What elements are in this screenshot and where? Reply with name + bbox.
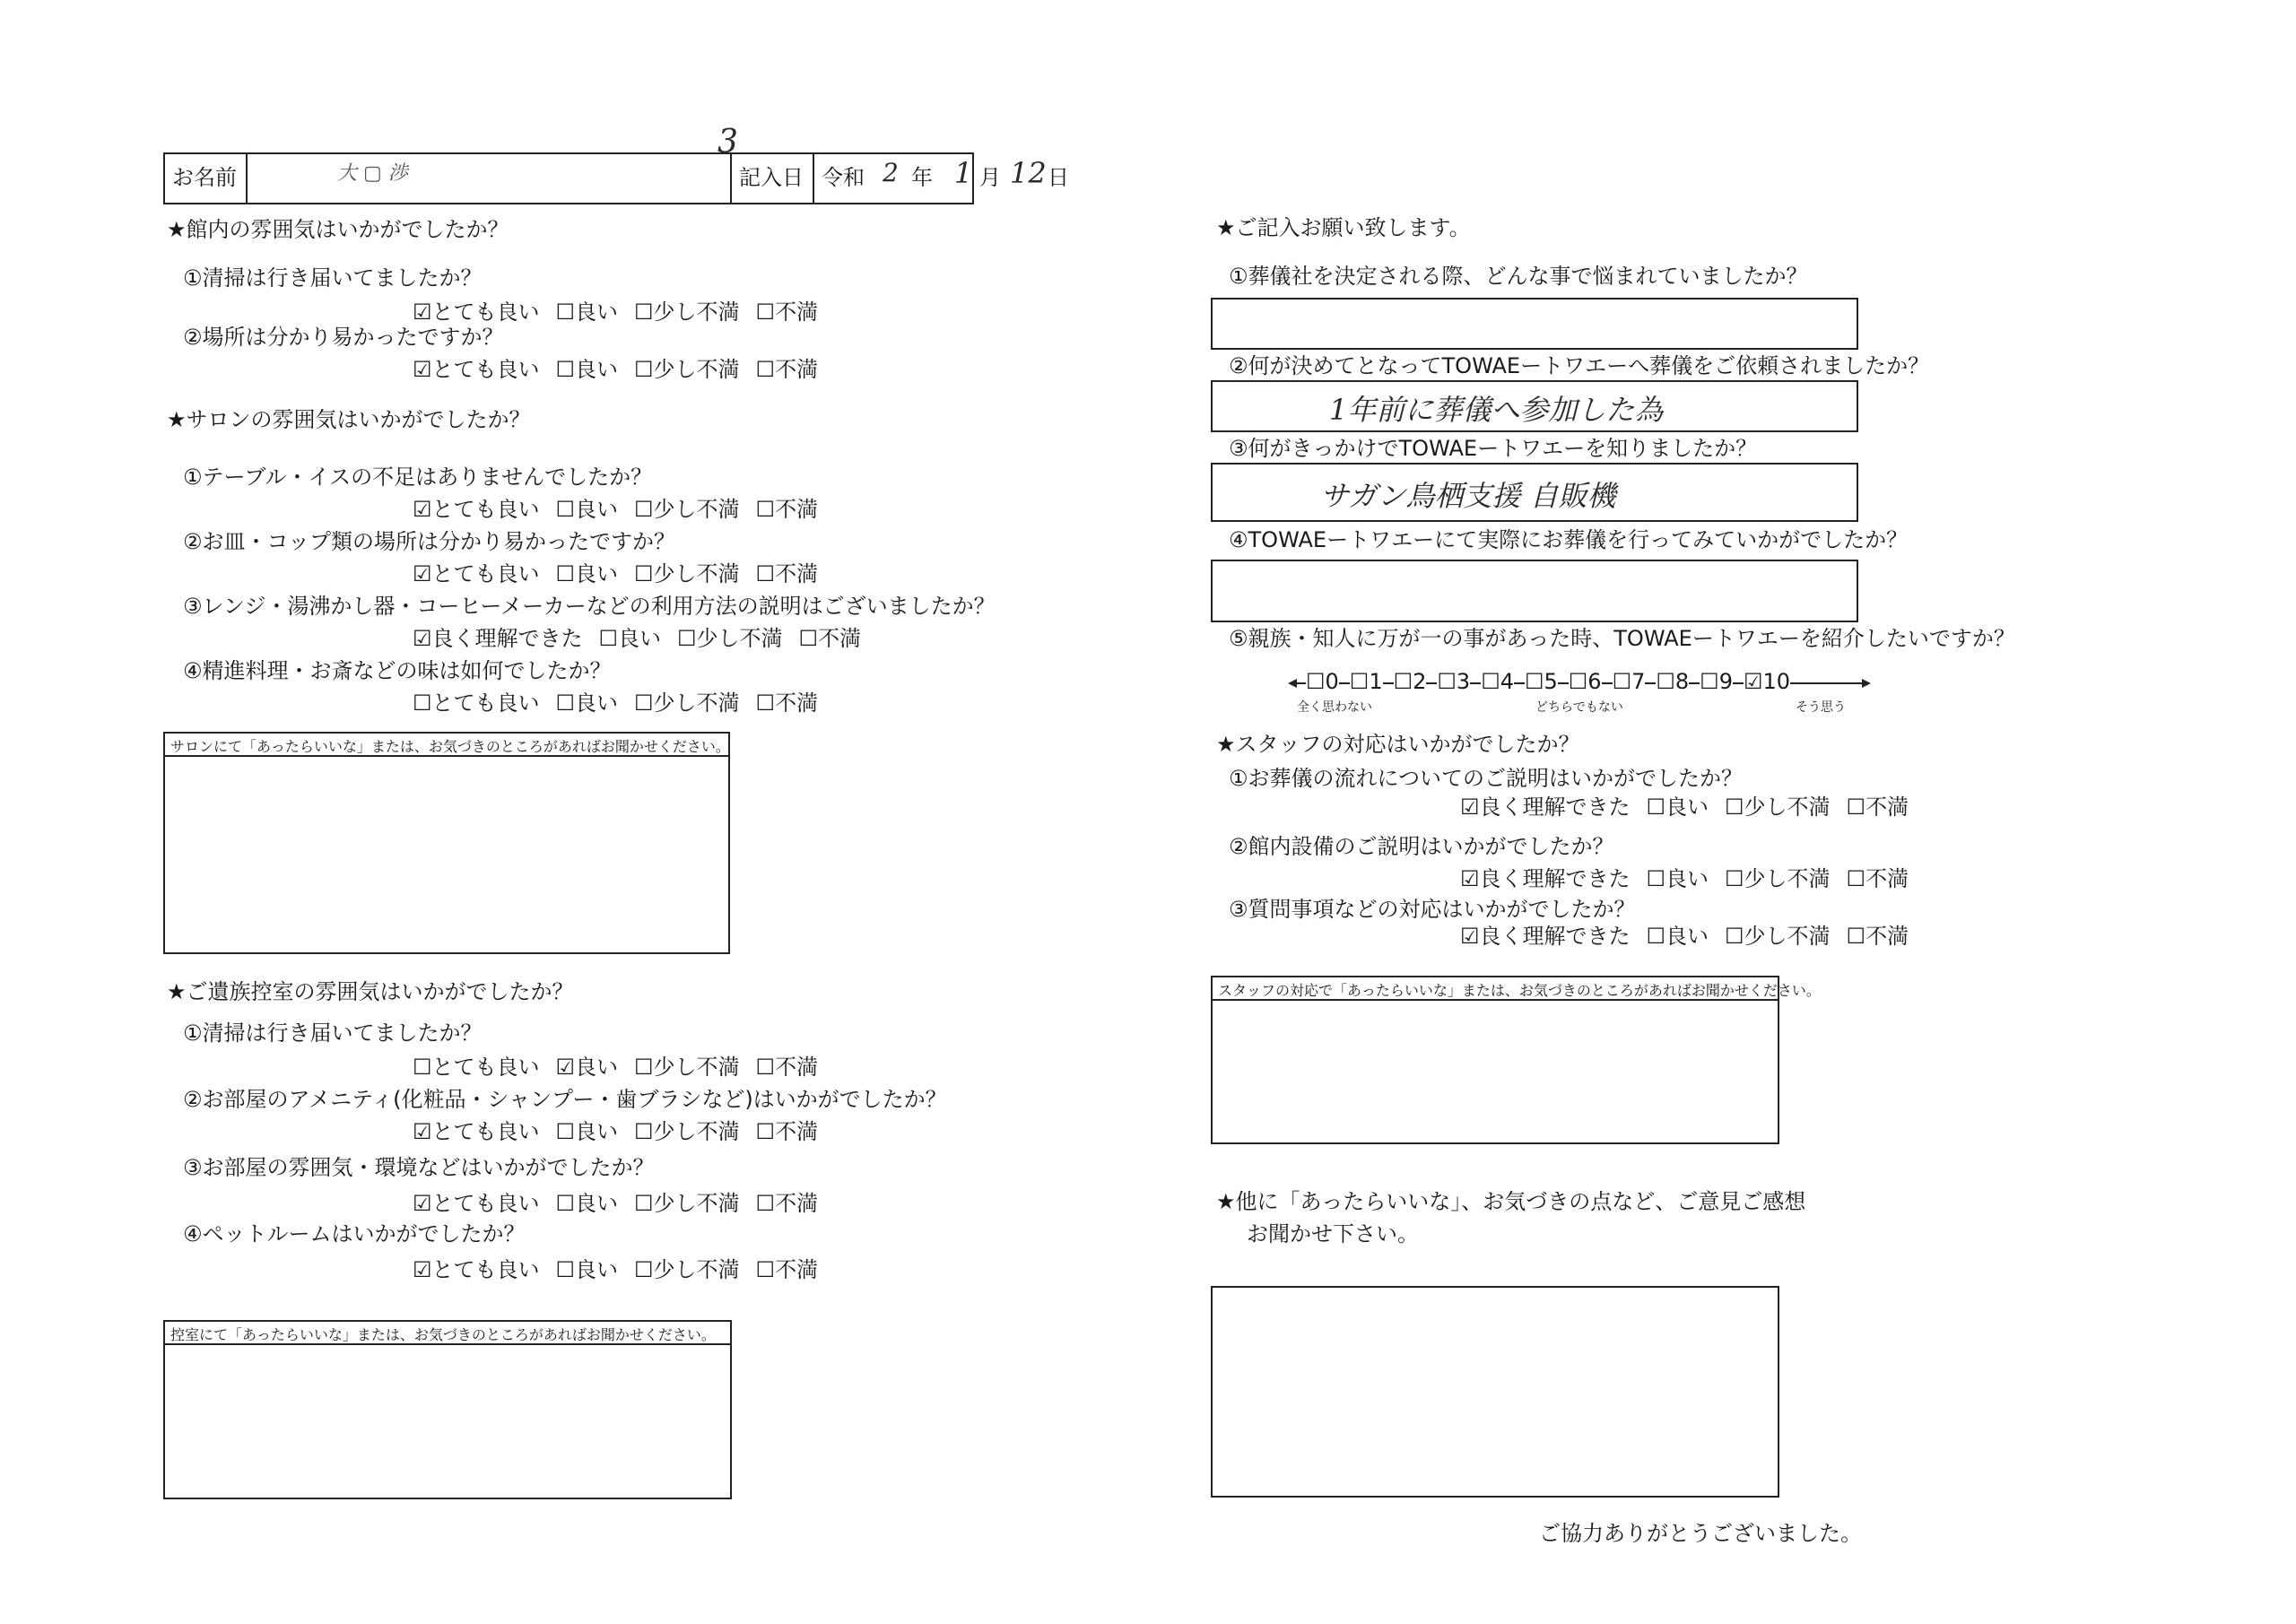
scale-option-6[interactable]: ☐6 (1568, 669, 1602, 694)
scale-option-2[interactable]: ☐2 (1393, 669, 1427, 694)
room-q4-options[interactable] (413, 1255, 834, 1284)
option-good[interactable]: ☐良い (1646, 795, 1709, 820)
section-family-room-title: ★ご遺族控室の雰囲気はいかがでしたか？ (167, 979, 574, 1004)
salon-q4: ④精進料理・お斎などの味は如何でしたか？ (183, 658, 612, 683)
option-good[interactable]: ☐良い (555, 1257, 619, 1282)
scale-option-0[interactable]: ☐0 (1306, 669, 1339, 694)
staff-comment-box[interactable] (1211, 976, 1821, 1144)
q1-answer-box[interactable] (1211, 298, 1858, 350)
salon-q3-options[interactable] (413, 624, 877, 653)
option-very-good[interactable]: ☑とても良い (413, 497, 540, 522)
option-well-understood[interactable]: ☑良く理解できた (1460, 924, 1631, 949)
q3-answer-box[interactable] (1211, 463, 1858, 522)
option-well-understood[interactable]: ☑良く理解できた (1460, 866, 1631, 891)
salon-comment-box[interactable] (163, 732, 730, 954)
salon-q3: ③レンジ・湯沸かし器・コーヒーメーカーなどの利用方法の説明はございましたか？ (183, 594, 996, 619)
name-field[interactable] (248, 154, 732, 203)
hall-q2-options[interactable] (413, 355, 834, 384)
date-month-suffix: 月 (979, 165, 1001, 190)
scale-option-7[interactable]: ☐7 (1612, 669, 1646, 694)
room-q1: ①清掃は行き届いてましたか？ (183, 1020, 483, 1046)
other-comments-title: ★他に「あったらいいな」、お気づきの点など、ご意見ご感想 (1216, 1189, 1806, 1214)
staff-q2-options[interactable] (1460, 864, 1925, 893)
room-comment-box[interactable] (163, 1320, 732, 1499)
intro-title: ★ご記入お願い致します。 (1216, 215, 1471, 240)
q1-text: ①葬儀社を決定される際、どんな事で悩まれていましたか？ (1229, 264, 1808, 289)
option-slightly-dissatisfied[interactable]: ☐少し不満 (1725, 924, 1831, 949)
option-dissatisfied[interactable]: ☐不満 (1846, 924, 1909, 949)
staff-q1-options[interactable] (1460, 793, 1925, 821)
option-slightly-dissatisfied[interactable]: ☐少し不満 (634, 300, 740, 325)
salon-comment-caption: サロンにて「あったらいいな」または、お気づきのところがあればお聞かせください。 (170, 738, 730, 755)
salon-q1: ①テーブル・イスの不足はありませんでしたか？ (183, 465, 653, 490)
option-good[interactable]: ☐良い (555, 690, 619, 716)
room-q3-options[interactable] (413, 1189, 834, 1218)
option-dissatisfied[interactable]: ☐不満 (1846, 866, 1909, 891)
staff-q1: ①お葬儀の流れについてのご説明はいかがでしたか？ (1229, 766, 1744, 791)
option-dissatisfied[interactable]: ☐不満 (798, 626, 862, 651)
option-good[interactable]: ☐良い (555, 357, 619, 382)
option-slightly-dissatisfied[interactable]: ☐少し不満 (677, 626, 783, 651)
date-month: 1 (954, 156, 973, 190)
salon-q1-options[interactable] (413, 495, 834, 524)
room-comment-caption: 控室にて「あったらいいな」または、お気づきのところがあればお聞かせください。 (170, 1326, 716, 1343)
q5-text: ⑤親族・知人に万が一の事があった時、TOWAEートワエーを紹介したいですか？ (1229, 626, 2015, 651)
room-q2-options[interactable] (413, 1117, 834, 1146)
room-q4: ④ペットルームはいかがでしたか？ (183, 1221, 526, 1246)
option-dissatisfied[interactable]: ☐不満 (755, 1257, 819, 1282)
scale-low-label: 全く思わない (1297, 700, 1372, 715)
option-good[interactable]: ☐良い (555, 497, 619, 522)
salon-q4-options[interactable] (413, 689, 834, 717)
room-q2: ②お部屋のアメニティ(化粧品・シャンプー・歯ブラシなど)はいかがでしたか？ (183, 1087, 947, 1112)
scale-option-1[interactable]: ☐1 (1349, 669, 1383, 694)
scale-option-9[interactable]: ☐9 (1700, 669, 1733, 694)
option-slightly-dissatisfied[interactable]: ☐少し不満 (634, 561, 740, 586)
name-label-cell (165, 154, 248, 203)
name-value: 大 ▢ 渉 (337, 162, 408, 185)
scale-options[interactable] (1306, 667, 1790, 696)
hall-q2: ②場所は分かり易かったですか？ (183, 325, 504, 350)
date-label: 記入日 (739, 165, 804, 190)
q2-text: ②何が決めてとなってTOWAEートワエーへ葬儀をご依頼されましたか？ (1229, 353, 1930, 378)
option-very-good[interactable]: ☑とても良い (413, 1119, 540, 1144)
date-label-cell (732, 154, 814, 203)
option-good[interactable]: ☐良い (555, 561, 619, 586)
staff-q2: ②館内設備のご説明はいかがでしたか？ (1229, 834, 1614, 859)
q4-answer-box[interactable] (1211, 560, 1858, 622)
option-slightly-dissatisfied[interactable]: ☐少し不満 (634, 357, 740, 382)
date-day: 12 (1010, 156, 1047, 190)
date-day-suffix: 日 (1048, 165, 1069, 190)
section-staff-title: ★スタッフの対応はいかがでしたか？ (1216, 732, 1580, 757)
room-q1-options[interactable] (413, 1053, 834, 1081)
name-label: お名前 (172, 165, 237, 190)
option-slightly-dissatisfied[interactable]: ☐少し不満 (634, 1257, 740, 1282)
option-very-good[interactable]: ☑とても良い (413, 1257, 540, 1282)
staff-comment-caption: スタッフの対応で「あったらいいな」または、お気づきのところがあればお聞かせください。 (1218, 982, 1821, 999)
staff-q3: ③質問事項などの対応はいかがでしたか？ (1229, 897, 1636, 922)
caption-divider (165, 755, 728, 757)
section-salon-title: ★サロンの雰囲気はいかがでしたか？ (167, 407, 531, 432)
q3-answer: サガン鳥栖支援 自販機 (1320, 479, 1616, 513)
option-good[interactable]: ☐良い (1646, 866, 1709, 891)
thanks-text: ご協力ありがとうございました。 (1539, 1521, 1862, 1546)
option-slightly-dissatisfied[interactable]: ☐少し不満 (1725, 866, 1831, 891)
section-hall-title: ★館内の雰囲気はいかがでしたか？ (167, 217, 509, 242)
option-good[interactable]: ☐良い (555, 1119, 619, 1144)
option-dissatisfied[interactable]: ☐不満 (755, 690, 819, 716)
option-dissatisfied[interactable]: ☐不満 (755, 1191, 819, 1216)
date-era: 令和 (822, 165, 865, 190)
q2-answer-box[interactable] (1211, 380, 1858, 432)
option-dissatisfied[interactable]: ☐不満 (1846, 795, 1909, 820)
scale-option-4[interactable]: ☐4 (1481, 669, 1514, 694)
option-very-good[interactable]: ☑とても良い (413, 300, 540, 325)
hall-q1: ①清掃は行き届いてましたか？ (183, 265, 483, 291)
option-good[interactable]: ☐良い (1646, 924, 1709, 949)
option-well-understood[interactable]: ☑良く理解できた (413, 626, 583, 651)
date-year: 2 (883, 158, 899, 187)
option-good[interactable]: ☐良い (598, 626, 662, 651)
option-slightly-dissatisfied[interactable]: ☐少し不満 (634, 497, 740, 522)
option-slightly-dissatisfied[interactable]: ☐少し不満 (1725, 795, 1831, 820)
q2-answer: 1年前に葬儀へ参加した為 (1329, 393, 1664, 427)
option-very-good[interactable]: ☑とても良い (413, 1191, 540, 1216)
option-dissatisfied[interactable]: ☐不満 (755, 1055, 819, 1080)
option-dissatisfied[interactable]: ☐不満 (755, 1119, 819, 1144)
option-slightly-dissatisfied[interactable]: ☐少し不満 (634, 1119, 740, 1144)
scale-mid-label: どちらでもない (1535, 700, 1623, 715)
caption-divider (165, 1343, 730, 1345)
q4-text: ④TOWAEートワエーにて実際にお葬儀を行ってみていかがでしたか？ (1229, 527, 1909, 552)
option-slightly-dissatisfied[interactable]: ☐少し不満 (634, 1055, 740, 1080)
option-dissatisfied[interactable]: ☐不満 (755, 300, 819, 325)
option-slightly-dissatisfied[interactable]: ☐少し不満 (634, 1191, 740, 1216)
header-table (163, 152, 1069, 204)
scale-option-10[interactable]: ☑10 (1743, 669, 1791, 694)
option-good[interactable]: ☑良い (555, 1055, 619, 1080)
option-dissatisfied[interactable]: ☐不満 (755, 497, 819, 522)
option-good[interactable]: ☐良い (555, 1191, 619, 1216)
scale-option-8[interactable]: ☐8 (1656, 669, 1690, 694)
salon-q2-options[interactable] (413, 560, 834, 588)
date-year-suffix: 年 (911, 165, 933, 190)
option-well-understood[interactable]: ☑良く理解できた (1460, 795, 1631, 820)
option-very-good[interactable]: ☐とても良い (413, 690, 540, 716)
q3-text: ③何がきっかけでTOWAEートワエーを知りましたか？ (1229, 436, 1758, 461)
option-good[interactable]: ☐良い (555, 300, 619, 325)
option-dissatisfied[interactable]: ☐不満 (755, 561, 819, 586)
other-comments-subtitle: お聞かせ下さい。 (1247, 1221, 1419, 1246)
staff-q3-options[interactable] (1460, 922, 1925, 951)
scale-high-label: そう思う (1796, 700, 1846, 715)
page-mark-text: 3 (718, 124, 738, 161)
option-very-good[interactable]: ☐とても良い (413, 1055, 540, 1080)
other-comments-box[interactable] (1211, 1286, 1779, 1498)
salon-q2: ②お皿・コップ類の場所は分かり易かったですか？ (183, 529, 676, 554)
option-very-good[interactable]: ☑とても良い (413, 357, 540, 382)
option-dissatisfied[interactable]: ☐不満 (755, 357, 819, 382)
option-slightly-dissatisfied[interactable]: ☐少し不満 (634, 690, 740, 716)
scale-option-5[interactable]: ☐5 (1524, 669, 1558, 694)
option-very-good[interactable]: ☑とても良い (413, 561, 540, 586)
caption-divider (1213, 999, 1778, 1001)
room-q3: ③お部屋の雰囲気・環境などはいかがでしたか？ (183, 1155, 655, 1180)
scale-option-3[interactable]: ☐3 (1437, 669, 1471, 694)
